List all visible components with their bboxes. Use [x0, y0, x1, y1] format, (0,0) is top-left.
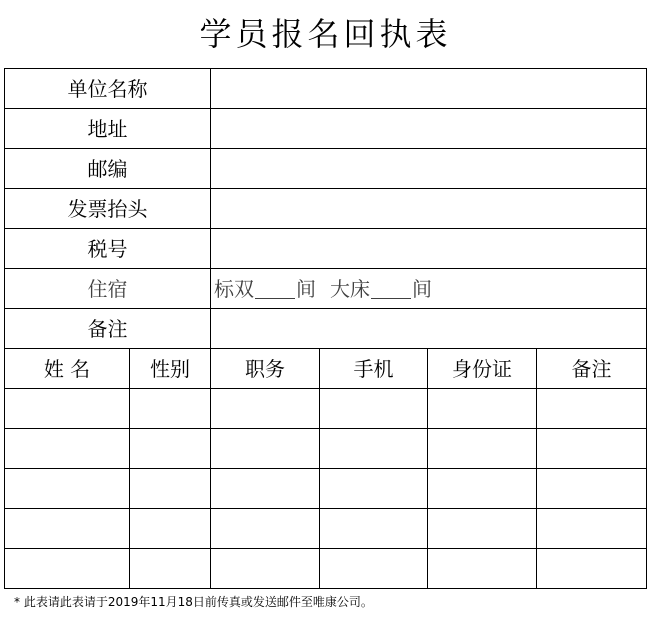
row-lodging: [5, 269, 647, 309]
company-name-field[interactable]: [211, 69, 647, 109]
company-name-label: 单位名称: [5, 69, 211, 109]
participant-name-cell[interactable]: [5, 469, 130, 509]
participant-gender-cell[interactable]: [130, 469, 211, 509]
row-address: [5, 109, 647, 149]
participant-gender-cell[interactable]: [130, 509, 211, 549]
remarks-label: 备注: [5, 309, 211, 349]
participant-position-cell[interactable]: [211, 509, 320, 549]
header-name: 姓 名: [5, 349, 130, 389]
postcode-field[interactable]: [211, 149, 647, 189]
participant-position-cell[interactable]: [211, 389, 320, 429]
participant-name-cell[interactable]: [5, 509, 130, 549]
row-company-name: [5, 69, 647, 109]
address-field[interactable]: [211, 109, 647, 149]
participant-mobile-cell[interactable]: [320, 469, 428, 509]
table-row: [5, 469, 647, 509]
postcode-label: 邮编: [5, 149, 211, 189]
participant-position-cell[interactable]: [211, 429, 320, 469]
twin-room-unit: 间: [296, 276, 316, 301]
participant-remarks-cell[interactable]: [537, 429, 647, 469]
header-gender: 性别: [130, 349, 211, 389]
participant-remarks-cell[interactable]: [537, 509, 647, 549]
participant-position-cell[interactable]: [211, 469, 320, 509]
participant-remarks-cell[interactable]: [537, 549, 647, 589]
participant-remarks-cell[interactable]: [537, 389, 647, 429]
participant-id-card-cell[interactable]: [428, 429, 537, 469]
king-room-label: 大床: [330, 276, 370, 301]
participant-id-card-cell[interactable]: [428, 549, 537, 589]
king-room-count-blank[interactable]: [371, 297, 411, 299]
registration-form-table: [4, 68, 647, 589]
header-id-card: 身份证: [428, 349, 537, 389]
participant-mobile-cell[interactable]: [320, 429, 428, 469]
header-position: 职务: [211, 349, 320, 389]
participant-id-card-cell[interactable]: [428, 509, 537, 549]
row-remarks: [5, 309, 647, 349]
header-mobile: 手机: [320, 349, 428, 389]
participant-gender-cell[interactable]: [130, 549, 211, 589]
table-row: [5, 389, 647, 429]
form-title: 学员报名回执表: [199, 15, 452, 53]
participant-remarks-cell[interactable]: [537, 469, 647, 509]
table-row: [5, 509, 647, 549]
lodging-field: [211, 269, 647, 309]
row-postcode: [5, 149, 647, 189]
invoice-title-field[interactable]: [211, 189, 647, 229]
tax-id-label: 税号: [5, 229, 211, 269]
participant-mobile-cell[interactable]: [320, 509, 428, 549]
participant-name-cell[interactable]: [5, 429, 130, 469]
participants-header-row: [5, 349, 647, 389]
footnote: * 此表请此表请于2019年11月18日前传真或发送邮件至唯康公司。: [14, 595, 373, 609]
participant-mobile-cell[interactable]: [320, 549, 428, 589]
table-row: [5, 429, 647, 469]
participant-name-cell[interactable]: [5, 389, 130, 429]
participant-mobile-cell[interactable]: [320, 389, 428, 429]
address-label: 地址: [5, 109, 211, 149]
participant-name-cell[interactable]: [5, 549, 130, 589]
king-room-unit: 间: [412, 276, 432, 301]
remarks-field[interactable]: [211, 309, 647, 349]
table-row: [5, 549, 647, 589]
header-remarks: 备注: [537, 349, 647, 389]
participant-gender-cell[interactable]: [130, 389, 211, 429]
twin-room-count-blank[interactable]: [255, 297, 295, 299]
participant-id-card-cell[interactable]: [428, 469, 537, 509]
participant-id-card-cell[interactable]: [428, 389, 537, 429]
participant-gender-cell[interactable]: [130, 429, 211, 469]
row-tax-id: [5, 229, 647, 269]
lodging-label: 住宿: [5, 269, 211, 309]
tax-id-field[interactable]: [211, 229, 647, 269]
twin-room-label: 标双: [214, 276, 254, 301]
invoice-title-label: 发票抬头: [5, 189, 211, 229]
participant-position-cell[interactable]: [211, 549, 320, 589]
row-invoice-title: [5, 189, 647, 229]
